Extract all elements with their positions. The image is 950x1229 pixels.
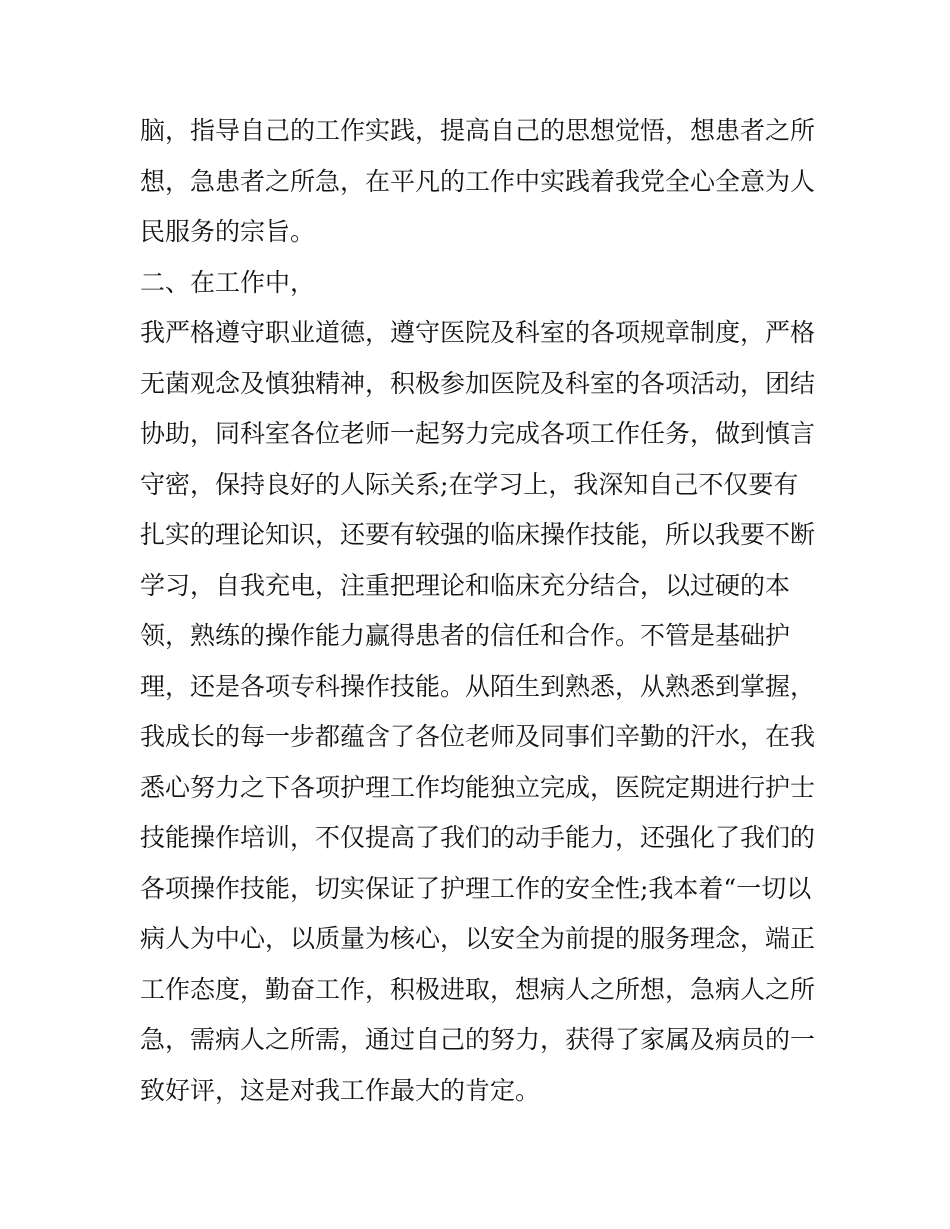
text-line: 病人为中心，以质量为核心，以安全为前提的服务理念，端正	[140, 924, 816, 953]
text-line: 工作态度，勤奋工作，积极进取，想病人之所想，急病人之所	[140, 974, 816, 1004]
text-line: 急，需病人之所需，通过自己的努力，获得了家属及病员的一	[140, 1025, 816, 1054]
text-line: 守密，保持良好的人际关系;在学习上，我深知自己不仅要有	[140, 469, 799, 499]
text-line: 技能操作培训，不仅提高了我们的动手能力，还强化了我们的	[140, 823, 816, 852]
text-line: 无菌观念及慎独精神，积极参加医院及科室的各项活动，团结	[140, 368, 816, 398]
section-heading: 二、在工作中，	[140, 267, 316, 297]
text-line: 我严格遵守职业道德，遵守医院及科室的各项规章制度，严格	[140, 318, 816, 347]
text-line: 各项操作技能，切实保证了护理工作的安全性;我本着“一切以	[140, 873, 812, 903]
text-line: 脑，指导自己的工作实践，提高自己的思想觉悟，想患者之所	[140, 116, 816, 145]
text-line: 悉心努力之下各项护理工作均能独立完成，医院定期进行护士	[140, 772, 816, 802]
text-line: 学习，自我充电，注重把理论和临床充分结合，以过硬的本	[140, 570, 791, 600]
text-line: 民服务的宗旨。	[140, 217, 316, 246]
text-line: 想，急患者之所急，在平凡的工作中实践着我党全心全意为人	[140, 166, 816, 196]
text-line: 理，还是各项专科操作技能。从陌生到熟悉，从熟悉到掌握，	[140, 671, 816, 701]
text-line: 协助，同科室各位老师一起努力完成各项工作任务，做到慎言	[140, 419, 816, 448]
text-line: 扎实的理论知识，还要有较强的临床操作技能，所以我要不断	[140, 520, 816, 549]
text-line: 我成长的每一步都蕴含了各位老师及同事们辛勤的汗水，在我	[140, 722, 816, 751]
text-line: 致好评，这是对我工作最大的肯定。	[140, 1075, 541, 1105]
body-text	[140, 106, 830, 1116]
text-line: 领，熟练的操作能力赢得患者的信任和合作。不管是基础护	[140, 621, 791, 650]
